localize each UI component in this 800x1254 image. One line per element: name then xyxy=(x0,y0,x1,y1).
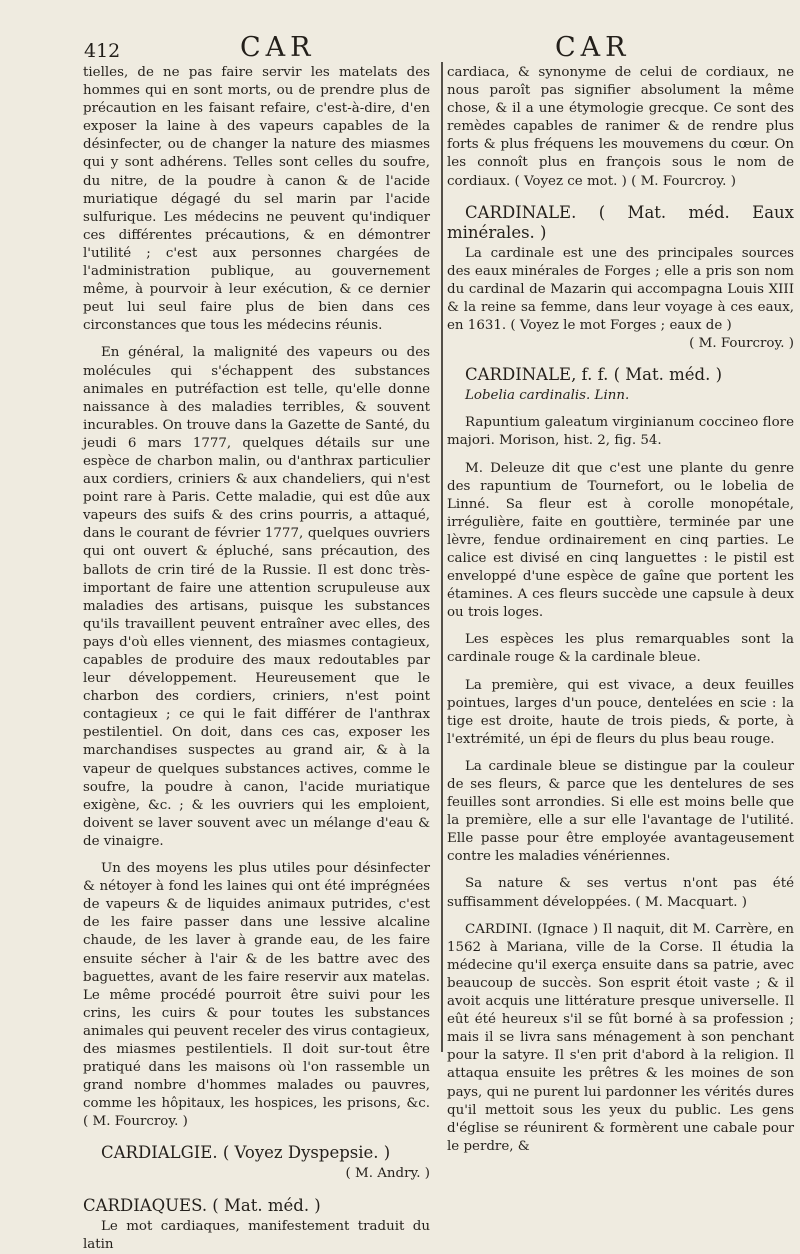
paragraph: Le mot cardiaques, manifestement traduit du latin xyxy=(83,1218,430,1252)
entry-cardini: CARDINI. (Ignace ) Il naquit, dit M. Carrère, en 1562 à Mariana, ville de la Corse. Il étudia la médecine qu'il exerça ensuite dans sa patrie, avec beaucoup de succès. Son esprit étoit vaste ; & il avoit acquis une littérature presque universelle. Il eût été heureux s'il se fût borné à sa profession ; mais il se livra sans ménagement à son penchant pour la satyre. Il s'en prit d'abord à la religion. Il attaqua ensuite les prêtres & les moines de son pays, qui ne purent lui pardonner les vérités dures qu'il mettoit sous les yeux du public. Les gens d'église se réunirent & formèrent une cabale pour le perdre, & xyxy=(447,921,794,1154)
paragraph: Les espèces les plus remarquables sont la cardinale rouge & la cardinale bleue. xyxy=(447,632,794,666)
paragraph: En général, la malignité des vapeurs ou des molécules qui s'échappent des substances animales en putréfaction est telle, qu'elle donne naissance à des maladies terribles, & souvent incurables. On trouve dans la Gazette de Santé, du jeudi 6 mars 1777, quelques détails sur une espèce de charbon malin, ou d'anthrax particulier aux cordiers, criniers & aux chandeliers, qui n'est point rare à Paris. Cette maladie, qui est dûe aux vapeurs des suifs & des crins pourris, a attaqué, dans le courant de février 1777, quelques ouvriers qui ont ouvert & épluché, sans précaution, des ballots de crin tiré de la Russie. Il est donc très-important de faire une attention scrupuleuse aux maladies des artisans, puisque les substances qu'ils travaillent peuvent entraîner avec elles, des pays d'où elles viennent, des miasmes contagieux, capables de produire des maux redoutables par leur développement. Heureusement que le charbon des cordiers, criniers, n'est point contagieux ; ce qui le fait différer de l'anthrax pestilentiel. On doit, dans ces cas, exposer les marchandises suspectes au grand air, & à la vapeur de quelques substances actives, comme le soufre, la poudre à canon, l'acide muriatique exigène, &c. ; & les ouvriers qui les emploient, doivent se laver souvent avec un mélange d'eau & de vinaigre. xyxy=(83,345,430,849)
entry-heading-cardinale-ff: CARDINALE, f. f. ( Mat. méd. ) xyxy=(465,365,723,385)
paragraph: La cardinale bleue se distingue par la couleur de ses fleurs, & parce que les dentelures de ses feuilles sont arrondies. Si elle est moins belle que la première, elle a sur elle l'avantage de l'utilité. Elle passe pour être employée avantageusement contre les maladies vénériennes. xyxy=(447,758,794,865)
paragraph: cardiaca, & synonyme de celui de cordiaux, ne nous paroît pas signifier absolument la même chose, & il a une étymologie grecque. Ce sont des remèdes capables de ranimer & de rendre plus forts & plus fréquens les mouvemens du cœur. On les connoît plus en françois sous le nom de cordiaux. ( Voyez ce mot. ) ( M. Fourcroy. ) xyxy=(447,65,794,189)
running-head-left: CAR xyxy=(240,32,316,63)
paragraph: La première, qui est vivace, a deux feuilles pointues, larges d'un pouce, dentelées en scie : la tige est droite, haute de trois pieds, & porte, à l'extrémité, un épi de fleurs du plus beau rouge. xyxy=(447,677,794,747)
left-column xyxy=(83,64,430,1254)
right-column xyxy=(447,64,794,1156)
botanical-synonym: Rapuntium galeatum virginianum coccineo flore majori. Morison, hist. 2, fig. 54. xyxy=(447,415,794,449)
entry-heading-cardinale-eaux: CARDINALE. ( Mat. méd. Eaux minérales. ) xyxy=(447,202,794,242)
paragraph: Un des moyens les plus utiles pour désinfecter & nétoyer à fond les laines qui ont été imprégnées de vapeurs & de liquides animaux putrides, c'est de les faire passer dans une lessive alcaline chaude, de les laver à grande eau, de les faire ensuite sécher à l'air & de les battre avec des baguettes, avant de les faire reservir aux matelas. Le même procédé pourroit être suivi pour les crins, les cuirs & pour toutes les substances animales qui peuvent receler des virus contagieux, des miasmes pestilentiels. Il doit sur-tout être pratiqué dans les maisons où l'on rassemble un grand nombre d'hommes malades ou pauvres, comme les hôpitaux, les hospices, les prisons, &c. ( M. Fourcroy. ) xyxy=(83,861,430,1130)
page-number: 412 xyxy=(84,40,121,62)
paragraph: Sa nature & ses vertus n'ont pas été suffisamment développées. ( M. Macquart. ) xyxy=(447,876,794,910)
author-credit: ( M. Fourcroy. ) xyxy=(689,336,794,352)
paragraph: tielles, de ne pas faire servir les matelats des hommes qui en sont morts, ou de prendre plus de précaution en les faisant refaire, c'est-à-dire, d'en exposer la laine à des vapeurs capables de la désinfecter, ou de changer la nature des miasmes qui y sont adhérens. Telles sont celles du soufre, du nitre, de la poudre à canon & de l'acide muriatique dégagé du sel marin par l'acide sulfurique. Les médecins ne peuvent qu'indiquer ces différentes précautions, & en démontrer l'utilité ; c'est aux personnes chargées de l'administration publique, au gouvernement même, à pourvoir à leur exécution, & ce dernier peut lui seul faire plus de bien dans ces circonstances que tous les médecins réunis. xyxy=(83,65,430,334)
author-credit: ( M. Andry. ) xyxy=(345,1166,430,1182)
paragraph: La cardinale est une des principales sources des eaux minérales de Forges ; elle a pris son nom du cardinal de Mazarin qui accompagna Louis XIII & la reine sa femme, dans leur voyage à ces eaux, en 1631. ( Voyez le mot Forges ; eaux de ) xyxy=(447,245,794,334)
running-head-right: CAR xyxy=(555,32,631,63)
page-header xyxy=(0,30,800,66)
paragraph: M. Deleuze dit que c'est une plante du genre des rapuntium de Tournefort, ou le lobelia de Linné. Sa fleur est à corolle monopétale, irrégulière, faite en gouttière, terminée par une lèvre, fendue ordinairement en cinq parties. Le calice est divisé en cinq languettes : le pistil est enveloppé d'une espèce de gaîne que portent les étamines. A ces fleurs succède une capsule à deux ou trois loges. xyxy=(447,460,794,621)
botanical-name: Lobelia cardinalis. Linn. xyxy=(465,388,630,404)
entry-heading-cardiaques: CARDIAQUES. ( Mat. méd. ) xyxy=(83,1195,321,1215)
column-divider xyxy=(441,62,443,1052)
entry-heading-cardialgie: CARDIALGIE. ( Voyez Dyspepsie. ) xyxy=(101,1143,391,1163)
